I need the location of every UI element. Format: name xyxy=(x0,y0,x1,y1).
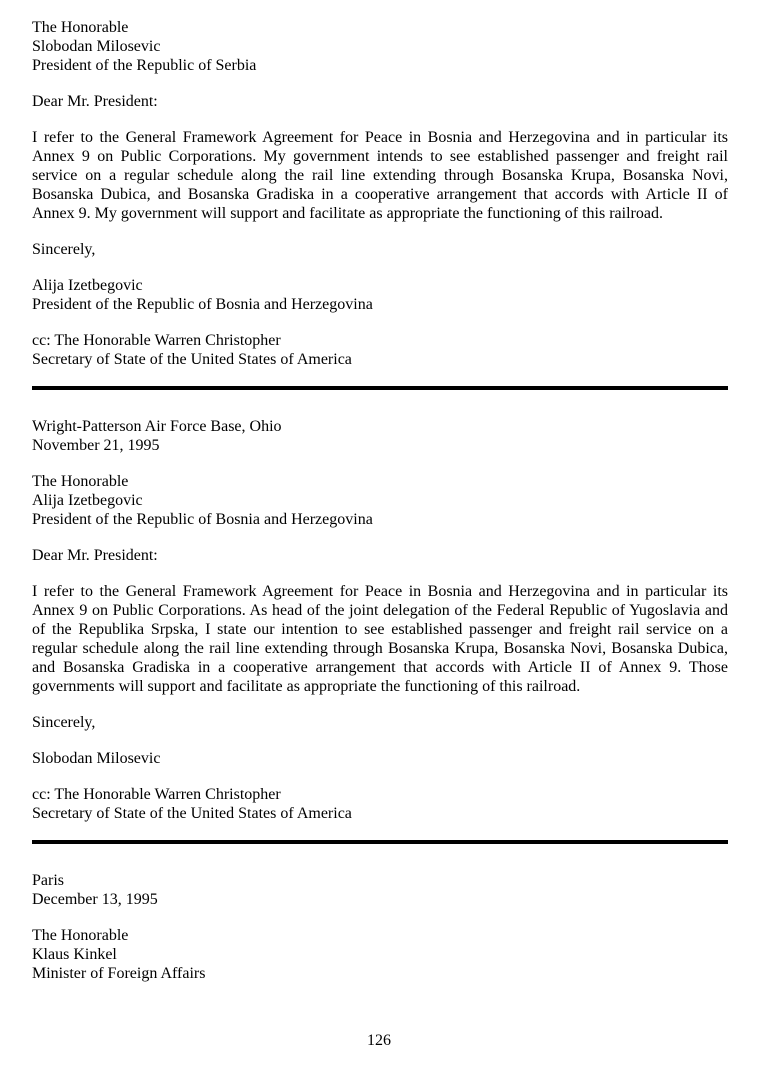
salutation: Dear Mr. President: xyxy=(32,93,158,110)
recipient-line: President of the Republic of Bosnia and Herzegovina xyxy=(32,511,373,528)
signature-line: President of the Republic of Bosnia and Herzegovina xyxy=(32,296,373,313)
dateline-date: December 13, 1995 xyxy=(32,891,158,908)
letter-milosevic-to-izetbegovic xyxy=(32,417,728,823)
recipient-line: Klaus Kinkel xyxy=(32,946,117,963)
recipient-line: The Honorable xyxy=(32,927,129,944)
page-number: 126 xyxy=(367,1032,391,1049)
body-paragraph: I refer to the General Framework Agreement for Peace in Bosnia and Herzegovina and in particular its Annex 9 on Public Corporations. As head of the joint delegation of the Federal Republic of Yugoslavia and of the Republika Srpska, I state our intention to see established passenger and freight rail service on a regular schedule along the rail line extending through Bosanska Krupa, Bosanska Novi, Bosanska Dubica, and Bosanska Gradiska in a cooperative arrangement that accords with Article II of Annex 9. Those governments will support and facilitate as appropriate the functioning of this railroad. xyxy=(32,583,728,695)
recipient-line: President of the Republic of Serbia xyxy=(32,57,257,74)
body-paragraph: I refer to the General Framework Agreement for Peace in Bosnia and Herzegovina and in particular its Annex 9 on Public Corporations. My government intends to see established passenger and freight rail service on a regular schedule along the rail line extending through Bosanska Krupa, Bosanska Novi, Bosanska Dubica, and Bosanska Gradiska in a cooperative arrangement that accords with Article II of Annex 9. My government will support and facilitate as appropriate the functioning of this railroad. xyxy=(32,129,728,222)
recipient-block xyxy=(32,18,728,75)
dateline-place: Paris xyxy=(32,872,64,889)
cc-line: cc: The Honorable Warren Christopher xyxy=(32,786,281,803)
letter-izetbegovic-to-milosevic xyxy=(32,18,728,369)
dateline-place: Wright-Patterson Air Force Base, Ohio xyxy=(32,418,282,435)
recipient-line: The Honorable xyxy=(32,473,129,490)
cc-line: Secretary of State of the United States of America xyxy=(32,351,352,368)
section-divider xyxy=(32,386,728,390)
signature-block xyxy=(32,276,728,314)
recipient-block xyxy=(32,472,728,529)
recipient-line: Minister of Foreign Affairs xyxy=(32,965,206,982)
cc-line: cc: The Honorable Warren Christopher xyxy=(32,332,281,349)
dateline-block xyxy=(32,871,728,909)
closing: Sincerely, xyxy=(32,714,96,731)
recipient-line: Alija Izetbegovic xyxy=(32,492,143,509)
cc-block xyxy=(32,331,728,369)
cc-line: Secretary of State of the United States of America xyxy=(32,805,352,822)
salutation: Dear Mr. President: xyxy=(32,547,158,564)
dateline-block xyxy=(32,417,728,455)
recipient-block xyxy=(32,926,728,983)
signature-line: Slobodan Milosevic xyxy=(32,750,161,767)
signature-line: Alija Izetbegovic xyxy=(32,277,143,294)
letter-to-kinkel xyxy=(32,871,728,983)
dateline-date: November 21, 1995 xyxy=(32,437,160,454)
cc-block xyxy=(32,785,728,823)
closing: Sincerely, xyxy=(32,241,96,258)
section-divider xyxy=(32,840,728,844)
signature-block xyxy=(32,749,728,768)
recipient-line: The Honorable xyxy=(32,19,129,36)
recipient-line: Slobodan Milosevic xyxy=(32,38,161,55)
